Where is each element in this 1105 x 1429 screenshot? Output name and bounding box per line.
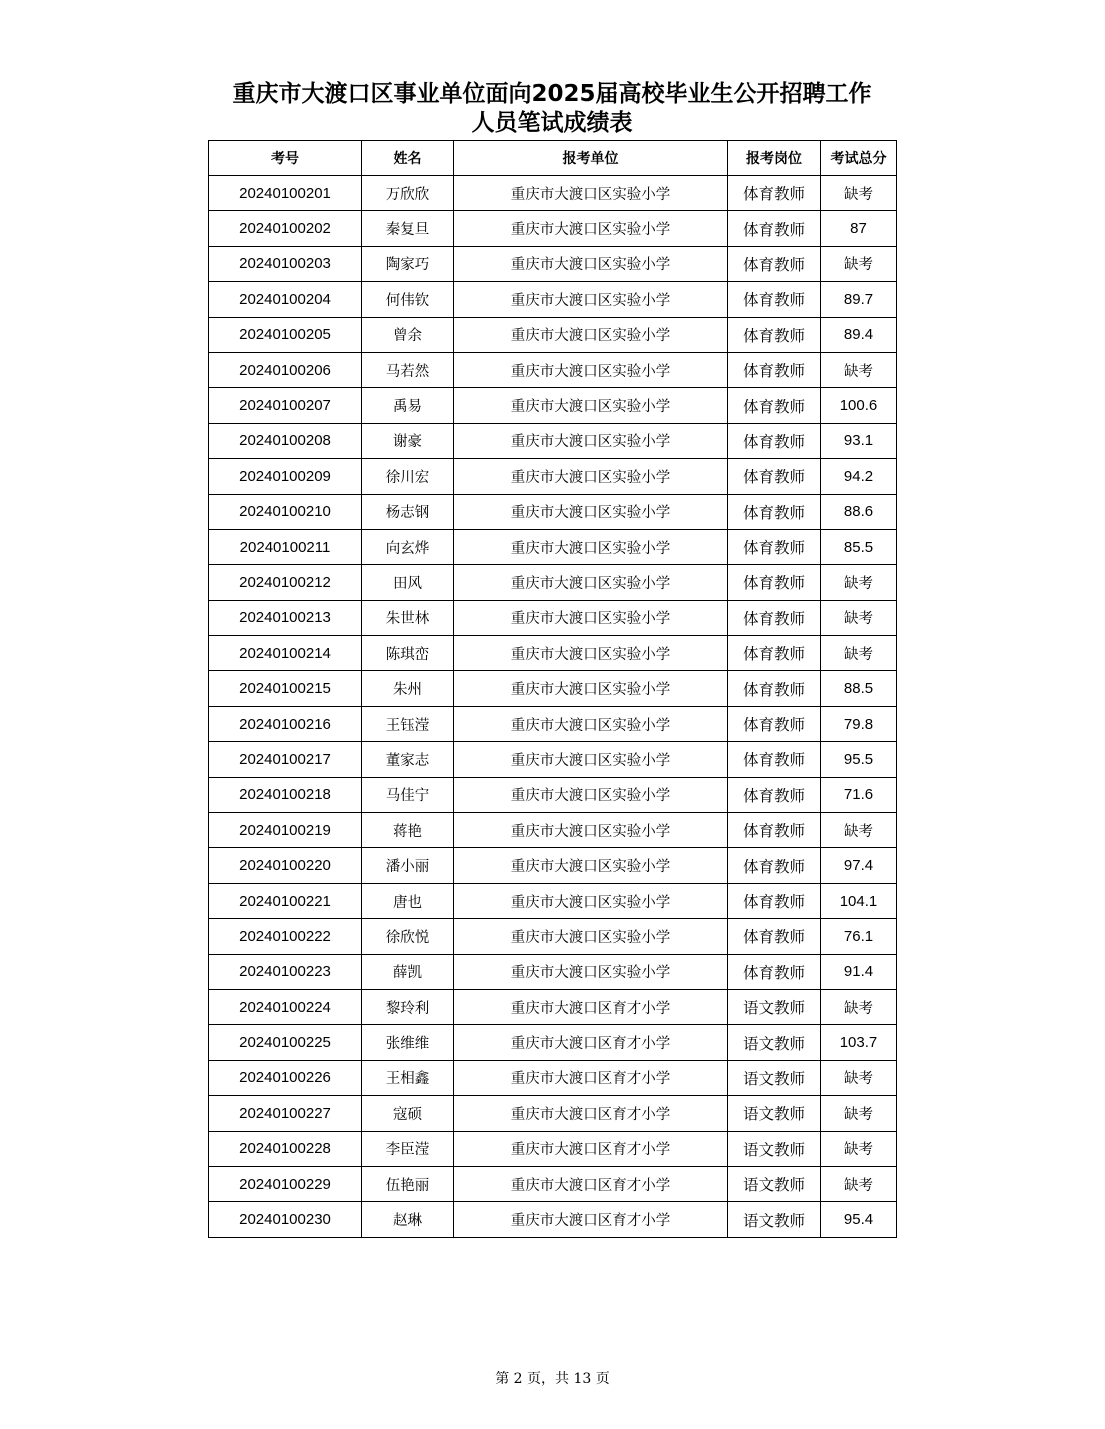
table-row <box>209 1060 897 1095</box>
exam-number-cell: 20240100217 <box>209 742 362 777</box>
position-cell: 语文教师 <box>728 1096 821 1131</box>
unit-cell: 重庆市大渡口区实验小学 <box>454 919 728 954</box>
name-cell: 蒋艳 <box>362 813 454 848</box>
position-cell: 体育教师 <box>728 317 821 352</box>
name-cell: 田风 <box>362 565 454 600</box>
unit-cell: 重庆市大渡口区育才小学 <box>454 989 728 1024</box>
table-row <box>209 459 897 494</box>
table-row <box>209 600 897 635</box>
unit-cell: 重庆市大渡口区育才小学 <box>454 1166 728 1201</box>
score-cell: 76.1 <box>821 919 897 954</box>
name-cell: 杨志钢 <box>362 494 454 529</box>
unit-cell: 重庆市大渡口区育才小学 <box>454 1202 728 1237</box>
table-row <box>209 282 897 317</box>
position-cell: 体育教师 <box>728 494 821 529</box>
exam-number-cell: 20240100211 <box>209 529 362 564</box>
exam-number-cell: 20240100206 <box>209 352 362 387</box>
name-cell: 李臣滢 <box>362 1131 454 1166</box>
score-cell: 97.4 <box>821 848 897 883</box>
score-cell: 95.5 <box>821 742 897 777</box>
score-cell: 88.6 <box>821 494 897 529</box>
unit-cell: 重庆市大渡口区实验小学 <box>454 246 728 281</box>
score-cell: 缺考 <box>821 989 897 1024</box>
score-cell: 89.4 <box>821 317 897 352</box>
position-cell: 体育教师 <box>728 671 821 706</box>
unit-cell: 重庆市大渡口区实验小学 <box>454 529 728 564</box>
name-cell: 禹易 <box>362 388 454 423</box>
exam-number-cell: 20240100224 <box>209 989 362 1024</box>
position-cell: 体育教师 <box>728 388 821 423</box>
name-cell: 曾余 <box>362 317 454 352</box>
unit-cell: 重庆市大渡口区实验小学 <box>454 883 728 918</box>
exam-number-cell: 20240100203 <box>209 246 362 281</box>
score-cell: 88.5 <box>821 671 897 706</box>
unit-cell: 重庆市大渡口区实验小学 <box>454 459 728 494</box>
score-cell: 71.6 <box>821 777 897 812</box>
unit-cell: 重庆市大渡口区实验小学 <box>454 742 728 777</box>
name-cell: 朱州 <box>362 671 454 706</box>
exam-number-cell: 20240100216 <box>209 706 362 741</box>
position-cell: 体育教师 <box>728 352 821 387</box>
exam-number-cell: 20240100220 <box>209 848 362 883</box>
name-cell: 秦复旦 <box>362 211 454 246</box>
score-cell: 缺考 <box>821 1131 897 1166</box>
exam-number-cell: 20240100205 <box>209 317 362 352</box>
table-body <box>209 176 897 1238</box>
position-cell: 语文教师 <box>728 1060 821 1095</box>
table-row <box>209 529 897 564</box>
table-row <box>209 388 897 423</box>
unit-cell: 重庆市大渡口区实验小学 <box>454 317 728 352</box>
score-cell: 95.4 <box>821 1202 897 1237</box>
table-row <box>209 777 897 812</box>
position-cell: 体育教师 <box>728 423 821 458</box>
header-unit: 报考单位 <box>454 141 728 176</box>
position-cell: 语文教师 <box>728 1166 821 1201</box>
exam-number-cell: 20240100222 <box>209 919 362 954</box>
table-row <box>209 813 897 848</box>
unit-cell: 重庆市大渡口区实验小学 <box>454 813 728 848</box>
table-row <box>209 706 897 741</box>
score-table <box>208 140 897 1238</box>
position-cell: 体育教师 <box>728 742 821 777</box>
unit-cell: 重庆市大渡口区实验小学 <box>454 211 728 246</box>
name-cell: 朱世林 <box>362 600 454 635</box>
name-cell: 谢豪 <box>362 423 454 458</box>
name-cell: 徐川宏 <box>362 459 454 494</box>
position-cell: 体育教师 <box>728 459 821 494</box>
unit-cell: 重庆市大渡口区实验小学 <box>454 565 728 600</box>
exam-number-cell: 20240100215 <box>209 671 362 706</box>
exam-number-cell: 20240100204 <box>209 282 362 317</box>
page-title-line2: 人员笔试成绩表 <box>471 110 633 136</box>
score-cell: 103.7 <box>821 1025 897 1060</box>
exam-number-cell: 20240100226 <box>209 1060 362 1095</box>
table-row <box>209 246 897 281</box>
unit-cell: 重庆市大渡口区实验小学 <box>454 423 728 458</box>
position-cell: 体育教师 <box>728 211 821 246</box>
exam-number-cell: 20240100228 <box>209 1131 362 1166</box>
score-cell: 94.2 <box>821 459 897 494</box>
name-cell: 黎玲利 <box>362 989 454 1024</box>
table-row <box>209 211 897 246</box>
page-number: 第 2 页，共 13 页 <box>495 1371 610 1387</box>
exam-number-cell: 20240100201 <box>209 176 362 211</box>
name-cell: 张维维 <box>362 1025 454 1060</box>
position-cell: 体育教师 <box>728 176 821 211</box>
score-cell: 缺考 <box>821 813 897 848</box>
exam-number-cell: 20240100202 <box>209 211 362 246</box>
name-cell: 徐欣悦 <box>362 919 454 954</box>
score-cell: 缺考 <box>821 636 897 671</box>
name-cell: 马若然 <box>362 352 454 387</box>
table-row <box>209 176 897 211</box>
table-row <box>209 636 897 671</box>
exam-number-cell: 20240100214 <box>209 636 362 671</box>
name-cell: 寇硕 <box>362 1096 454 1131</box>
exam-number-cell: 20240100218 <box>209 777 362 812</box>
unit-cell: 重庆市大渡口区实验小学 <box>454 636 728 671</box>
name-cell: 王钰滢 <box>362 706 454 741</box>
unit-cell: 重庆市大渡口区育才小学 <box>454 1025 728 1060</box>
unit-cell: 重庆市大渡口区育才小学 <box>454 1060 728 1095</box>
position-cell: 体育教师 <box>728 565 821 600</box>
score-cell: 缺考 <box>821 246 897 281</box>
name-cell: 董家志 <box>362 742 454 777</box>
name-cell: 薛凯 <box>362 954 454 989</box>
exam-number-cell: 20240100207 <box>209 388 362 423</box>
name-cell: 向玄烨 <box>362 529 454 564</box>
position-cell: 体育教师 <box>728 282 821 317</box>
table-row <box>209 317 897 352</box>
position-cell: 体育教师 <box>728 848 821 883</box>
table-row <box>209 919 897 954</box>
name-cell: 陈琪峦 <box>362 636 454 671</box>
table-row <box>209 742 897 777</box>
table-row <box>209 1202 897 1237</box>
unit-cell: 重庆市大渡口区实验小学 <box>454 848 728 883</box>
table-row <box>209 1096 897 1131</box>
table-row <box>209 1131 897 1166</box>
position-cell: 语文教师 <box>728 1131 821 1166</box>
unit-cell: 重庆市大渡口区实验小学 <box>454 706 728 741</box>
name-cell: 潘小丽 <box>362 848 454 883</box>
exam-number-cell: 20240100227 <box>209 1096 362 1131</box>
header-position: 报考岗位 <box>728 141 821 176</box>
name-cell: 何伟钦 <box>362 282 454 317</box>
position-cell: 体育教师 <box>728 529 821 564</box>
position-cell: 体育教师 <box>728 706 821 741</box>
score-cell: 缺考 <box>821 176 897 211</box>
unit-cell: 重庆市大渡口区实验小学 <box>454 954 728 989</box>
table-row <box>209 1166 897 1201</box>
unit-cell: 重庆市大渡口区实验小学 <box>454 352 728 387</box>
score-cell: 缺考 <box>821 352 897 387</box>
unit-cell: 重庆市大渡口区实验小学 <box>454 600 728 635</box>
unit-cell: 重庆市大渡口区实验小学 <box>454 282 728 317</box>
header-name: 姓名 <box>362 141 454 176</box>
position-cell: 体育教师 <box>728 777 821 812</box>
exam-number-cell: 20240100219 <box>209 813 362 848</box>
score-cell: 缺考 <box>821 1060 897 1095</box>
exam-number-cell: 20240100212 <box>209 565 362 600</box>
page-title-line1: 重庆市大渡口区事业单位面向2025届高校毕业生公开招聘工作 <box>232 81 872 107</box>
position-cell: 体育教师 <box>728 954 821 989</box>
table-row <box>209 671 897 706</box>
table-row <box>209 494 897 529</box>
name-cell: 万欣欣 <box>362 176 454 211</box>
score-cell: 85.5 <box>821 529 897 564</box>
score-cell: 87 <box>821 211 897 246</box>
score-cell: 缺考 <box>821 1096 897 1131</box>
unit-cell: 重庆市大渡口区实验小学 <box>454 777 728 812</box>
exam-number-cell: 20240100210 <box>209 494 362 529</box>
unit-cell: 重庆市大渡口区实验小学 <box>454 494 728 529</box>
position-cell: 语文教师 <box>728 989 821 1024</box>
unit-cell: 重庆市大渡口区实验小学 <box>454 388 728 423</box>
score-cell: 缺考 <box>821 600 897 635</box>
table-row <box>209 565 897 600</box>
exam-number-cell: 20240100209 <box>209 459 362 494</box>
table-row <box>209 848 897 883</box>
position-cell: 体育教师 <box>728 600 821 635</box>
score-cell: 缺考 <box>821 1166 897 1201</box>
page-title <box>208 80 896 138</box>
name-cell: 伍艳丽 <box>362 1166 454 1201</box>
header-exam-number: 考号 <box>209 141 362 176</box>
position-cell: 体育教师 <box>728 246 821 281</box>
table-row <box>209 883 897 918</box>
table-row <box>209 954 897 989</box>
exam-number-cell: 20240100208 <box>209 423 362 458</box>
score-cell: 89.7 <box>821 282 897 317</box>
position-cell: 体育教师 <box>728 636 821 671</box>
header-total-score: 考试总分 <box>821 141 897 176</box>
score-cell: 缺考 <box>821 565 897 600</box>
score-cell: 104.1 <box>821 883 897 918</box>
score-cell: 79.8 <box>821 706 897 741</box>
exam-number-cell: 20240100230 <box>209 1202 362 1237</box>
table-row <box>209 352 897 387</box>
position-cell: 语文教师 <box>728 1202 821 1237</box>
table-header-row <box>209 141 897 176</box>
exam-number-cell: 20240100225 <box>209 1025 362 1060</box>
exam-number-cell: 20240100221 <box>209 883 362 918</box>
unit-cell: 重庆市大渡口区实验小学 <box>454 671 728 706</box>
name-cell: 唐也 <box>362 883 454 918</box>
score-cell: 93.1 <box>821 423 897 458</box>
name-cell: 王相鑫 <box>362 1060 454 1095</box>
name-cell: 陶家巧 <box>362 246 454 281</box>
table-row <box>209 1025 897 1060</box>
unit-cell: 重庆市大渡口区实验小学 <box>454 176 728 211</box>
position-cell: 体育教师 <box>728 813 821 848</box>
exam-number-cell: 20240100229 <box>209 1166 362 1201</box>
position-cell: 体育教师 <box>728 883 821 918</box>
table-row <box>209 423 897 458</box>
score-cell: 91.4 <box>821 954 897 989</box>
exam-number-cell: 20240100213 <box>209 600 362 635</box>
table-row <box>209 989 897 1024</box>
position-cell: 体育教师 <box>728 919 821 954</box>
name-cell: 赵琳 <box>362 1202 454 1237</box>
unit-cell: 重庆市大渡口区育才小学 <box>454 1131 728 1166</box>
name-cell: 马佳宁 <box>362 777 454 812</box>
position-cell: 语文教师 <box>728 1025 821 1060</box>
unit-cell: 重庆市大渡口区育才小学 <box>454 1096 728 1131</box>
exam-number-cell: 20240100223 <box>209 954 362 989</box>
score-cell: 100.6 <box>821 388 897 423</box>
